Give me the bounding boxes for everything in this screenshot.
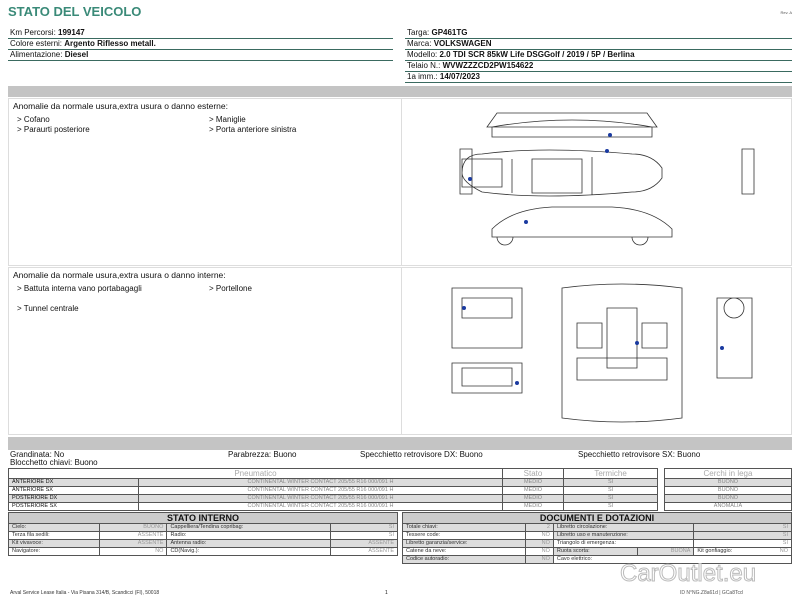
table-row: Totale chiavi: 2 Libretto circolazione: SI — [403, 524, 792, 532]
specchietto-sx: Specchietto retrovisore SX: Buono — [578, 450, 701, 459]
exterior-section — [8, 98, 792, 266]
rims-table — [664, 468, 792, 511]
documenti-table — [402, 512, 792, 564]
grandinata: Grandinata: No — [10, 450, 65, 459]
col-stato: Stato — [502, 469, 563, 479]
interior-title: Anomalie da normale usura,extra usura o danno interne: — [13, 270, 226, 280]
label: Alimentazione: — [10, 50, 63, 59]
damage-marker — [608, 133, 612, 137]
damage-item: > Tunnel centrale — [17, 304, 79, 313]
tyres-table — [8, 468, 658, 511]
exterior-car-diagram — [401, 99, 792, 265]
summary-left — [10, 451, 98, 467]
value: Diesel — [64, 50, 89, 59]
damage-item: > Cofano — [17, 115, 50, 124]
value: VOLKSWAGEN — [433, 39, 492, 48]
col-cerchi: Cerchi in lega — [665, 469, 792, 479]
value: 199147 — [58, 28, 85, 37]
info-targa — [405, 28, 792, 39]
label: Telaio N.: — [407, 61, 441, 70]
col-termiche: Termiche — [564, 469, 658, 479]
divider-bar — [8, 437, 792, 450]
table-row: POSTERIORE SX CONTINENTAL WINTER CONTACT 205/55 R16 000/091 H MEDIO SI — [9, 503, 658, 511]
damage-marker — [605, 149, 609, 153]
info-immatricolazione — [405, 72, 792, 83]
exterior-title: Anomalie da normale usura,extra usura o danno esterne: — [13, 101, 228, 111]
documenti-title: DOCUMENTI E DOTAZIONI — [403, 513, 792, 524]
value: Argento Riflesso metall. — [64, 39, 156, 48]
info-colore — [8, 39, 393, 50]
rim-value: BUONO — [665, 479, 792, 487]
stato-interno-title: STATO INTERNO — [9, 513, 398, 524]
damage-marker — [515, 381, 519, 385]
page-number: 1 — [385, 590, 388, 596]
kit-gonfiaggio-label: Kit gonfiaggio: — [697, 548, 733, 554]
damage-item: > Maniglie — [209, 115, 246, 124]
table-row: ANTERIORE DX CONTINENTAL WINTER CONTACT 205/55 R16 000/091 H MEDIO SI — [9, 479, 658, 487]
specchietto-dx: Specchietto retrovisore DX: Buono — [360, 450, 483, 459]
parabrezza: Parabrezza: Buono — [228, 450, 297, 459]
value: 2.0 TDI SCR 85kW Life DSGGolf / 2019 / 5P / Berlina — [439, 50, 635, 59]
damage-marker — [468, 177, 472, 181]
table-row: Libretto garanzia/service: NO Triangolo di emergenza: SI — [403, 540, 792, 548]
damage-item: > Battuta interna vano portabagagli — [17, 284, 142, 293]
rim-value: ANOMALIA — [665, 503, 792, 511]
kit-gonfiaggio-value: NO — [779, 548, 788, 554]
table-row: Kit vivavoce: ASSENTE Antenna radio: ASSENTE — [9, 540, 398, 548]
revision: Rev. A — [780, 10, 792, 15]
info-marca — [405, 39, 792, 50]
table-row: Cielo: BUONO Cappelliera/Tendina copribag: SI — [9, 524, 398, 532]
table-row: Tessere code: NO Libretto uso e manutenzione: SI — [403, 532, 792, 540]
damage-item: > Porta anteriore sinistra — [209, 125, 297, 134]
info-telaio — [405, 61, 792, 72]
rim-value: BUONO — [665, 487, 792, 495]
label: Targa: — [407, 28, 430, 37]
table-row: Catene da neve: NO Ruota scorta: BUONA Kit gonfiaggio: NO — [403, 548, 792, 556]
table-row: Navigatore: NO CD(Navig.): ASSENTE — [9, 548, 398, 556]
document-id: ID N°NG.Z8a61d | GCa8Tcd — [680, 590, 743, 596]
label: Colore esterni: — [10, 39, 63, 48]
label: Marca: — [407, 39, 432, 48]
damage-marker — [635, 341, 639, 345]
page-title: STATO DEL VEICOLO — [8, 4, 142, 19]
damage-item: > Portellone — [209, 284, 252, 293]
info-modello — [405, 50, 792, 61]
value: WVWZZZCD2PW154622 — [442, 61, 534, 70]
damage-item: > Paraurti posteriore — [17, 125, 90, 134]
info-alimentazione — [8, 50, 393, 61]
stato-interno-table — [8, 512, 398, 556]
value: GP461TG — [431, 28, 468, 37]
rim-value: BUONO — [665, 495, 792, 503]
col-pneumatico: Pneumatico — [9, 469, 503, 479]
value: 14/07/2023 — [439, 72, 480, 81]
table-row: POSTERIORE DX CONTINENTAL WINTER CONTACT 205/55 R16 000/091 H MEDIO SI — [9, 495, 658, 503]
damage-marker — [524, 220, 528, 224]
label: 1a imm.: — [407, 72, 438, 81]
divider-bar — [8, 86, 792, 97]
footer-address: Arval Service Lease Italia - Via Pisana 314/B, Scandicci (FI), 50018 — [10, 590, 160, 596]
blocchetto-chiavi: Blocchetto chiavi: Buono — [10, 458, 98, 467]
interior-section — [8, 267, 792, 435]
info-km — [8, 28, 393, 39]
label: Km Percorsi: — [10, 28, 56, 37]
interior-car-diagram — [401, 268, 792, 434]
damage-marker — [720, 346, 724, 350]
table-row: ANTERIORE SX CONTINENTAL WINTER CONTACT 205/55 R16 000/091 H MEDIO SI — [9, 487, 658, 495]
watermark-logo: CarOutlet.eu — [620, 560, 757, 587]
label: Modello: — [407, 50, 438, 59]
damage-marker — [462, 306, 466, 310]
table-row: Terza fila sedili: ASSENTE Radio: SI — [9, 532, 398, 540]
table-row: Codice autoradio: NO Cavo elettrico: — [403, 556, 792, 564]
